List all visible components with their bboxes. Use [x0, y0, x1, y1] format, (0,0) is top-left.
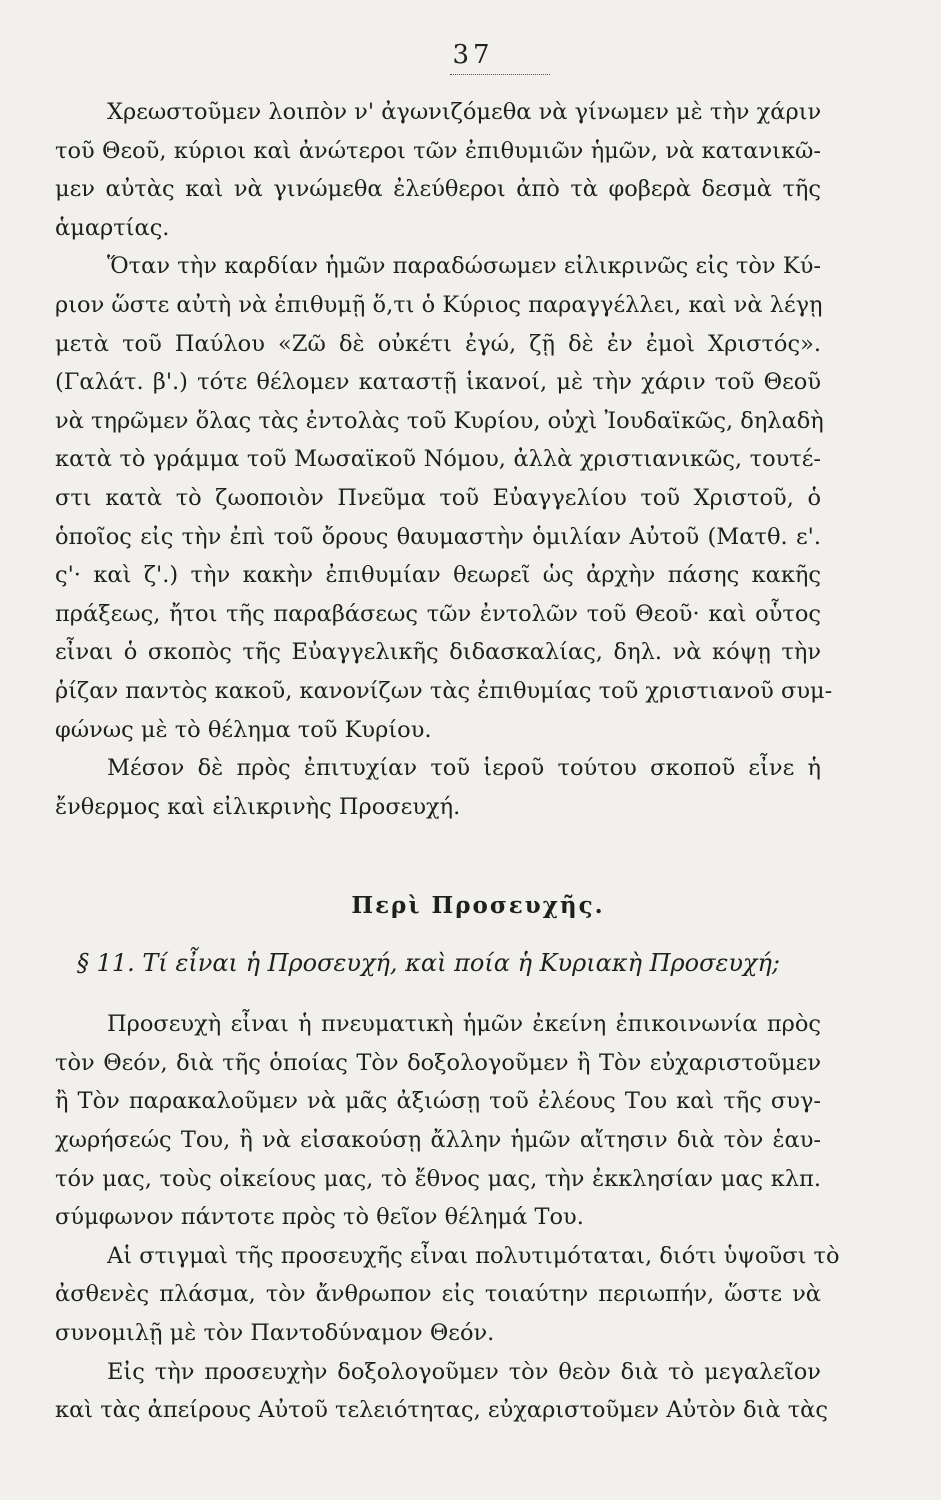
- text-line: ῥίζαν παντὸς κακοῦ, κανονίζων τὰς ἐπιθυμίας τοῦ χριστιανοῦ συμ-: [55, 677, 833, 704]
- text-line: χωρήσεώς Του, ἢ νὰ εἰσακούσῃ ἄλλην ἡμῶν αἴτησιν διὰ τὸν ἑαυ-: [55, 1127, 821, 1154]
- text-line: ἀσθενὲς πλάσμα, τὸν ἄνθρωπον εἰς τοιαύτην περιωπήν, ὥστε νὰ: [55, 1281, 821, 1308]
- text-line: ς'· καὶ ζ'.) τὴν κακὴν ἐπιθυμίαν θεωρεῖ ὡς ἀρχὴν πάσης κακῆς: [55, 562, 821, 589]
- text-line: Μέσον δὲ πρὸς ἐπιτυχίαν τοῦ ἱεροῦ τούτου σκοποῦ εἶνε ἡ: [107, 755, 821, 782]
- text-line: καὶ τὰς ἀπείρους Αὐτοῦ τελειότητας, εὐχαριστοῦμεν Αὐτὸν διὰ τὰς: [55, 1397, 828, 1424]
- section-title: Περὶ Προσευχῆς.: [351, 892, 605, 920]
- text-line: Ὅταν τὴν καρδίαν ἡμῶν παραδώσωμεν εἰλικρινῶς εἰς τὸν Κύ-: [107, 253, 821, 280]
- text-line: σύμφωνον πάντοτε πρὸς τὸ θεῖον θέλημά Του.: [55, 1204, 584, 1231]
- text-line: κατὰ τὸ γράμμα τοῦ Μωσαϊκοῦ Νόμου, ἀλλὰ χριστιανικῶς, τουτέ-: [55, 446, 821, 473]
- text-line: μεν αὐτὰς καὶ νὰ γινώμεθα ἐλεύθεροι ἀπὸ τὰ φοβερὰ δεσμὰ τῆς: [55, 176, 821, 203]
- paragraph-4: [55, 1005, 821, 1237]
- text-line: Χρεωστοῦμεν λοιπὸν ν' ἀγωνιζόμεθα νὰ γίνωμεν μὲ τὴν χάριν: [107, 99, 822, 125]
- text-line: Προσευχὴ εἶναι ἡ πνευματικὴ ἡμῶν ἐκείνη ἐπικοινωνία πρὸς: [107, 1011, 821, 1038]
- text-line: τὸν Θεόν, διὰ τῆς ὁποίας Τὸν δοξολογοῦμεν ἢ Τὸν εὐχαριστοῦμεν: [55, 1049, 821, 1076]
- text-line: ἁμαρτίας.: [55, 214, 170, 241]
- text-line: τόν μας, τοὺς οἰκείους μας, τὸ ἔθνος μας, τὴν ἐκκλησίαν μας κλπ.: [55, 1165, 821, 1192]
- text-line: νὰ τηρῶμεν ὅλας τὰς ἐντολὰς τοῦ Κυρίου, οὐχὶ Ἰουδαϊκῶς, δηλαδὴ: [55, 407, 824, 434]
- paragraph-3: [55, 749, 821, 826]
- text-line: Εἰς τὴν προσευχὴν δοξολογοῦμεν τὸν θεὸν διὰ τὸ μεγαλεῖον: [107, 1358, 821, 1385]
- text-line: μετὰ τοῦ Παύλου «Ζῶ δὲ οὐκέτι ἐγώ, ζῇ δὲ ἐν ἐμοὶ Χριστός».: [55, 330, 821, 357]
- text-line: Αἱ στιγμαὶ τῆς προσευχῆς εἶναι πολυτιμόταται, διότι ὑψοῦσι τὸ: [107, 1242, 840, 1269]
- text-line: πράξεως, ἤτοι τῆς παραβάσεως τῶν ἐντολῶν τοῦ Θεοῦ· καὶ οὗτος: [55, 600, 821, 627]
- text-line: ὁποῖος εἰς τὴν ἐπὶ τοῦ ὄρους θαυμαστὴν ὁμιλίαν Αὐτοῦ (Ματθ. ε'.: [55, 523, 821, 550]
- page-number: 37: [452, 40, 494, 70]
- paragraph-5: [55, 1237, 840, 1353]
- paragraph-6: [55, 1353, 828, 1430]
- text-line: ἔνθερμος καὶ εἰλικρινὴς Προσευχή.: [55, 793, 461, 820]
- text-line: εἶναι ὁ σκοπὸς τῆς Εὐαγγελικῆς διδασκαλίας, δηλ. νὰ κόψῃ τὴν: [55, 639, 821, 666]
- text-line: (Γαλάτ. β'.) τότε θέλομεν καταστῇ ἱκανοί, μὲ τὴν χάριν τοῦ Θεοῦ: [55, 369, 821, 396]
- text-line: φώνως μὲ τὸ θέλημα τοῦ Κυρίου.: [55, 716, 432, 743]
- header-rule: [450, 74, 550, 75]
- text-line: συνομιλῇ μὲ τὸν Παντοδύναμον Θεόν.: [55, 1320, 495, 1347]
- paragraph-2: [55, 247, 833, 749]
- text-line: ριον ὥστε αὐτὴ νὰ ἐπιθυμῇ ὅ,τι ὁ Κύριος παραγγέλλει, καὶ νὰ λέγῃ: [55, 291, 823, 318]
- text-line: τοῦ Θεοῦ, κύριοι καὶ ἀνώτεροι τῶν ἐπιθυμιῶν ἡμῶν, νὰ κατανικῶ-: [55, 137, 821, 164]
- text-line: στι κατὰ τὸ ζωοποιὸν Πνεῦμα τοῦ Εὐαγγελίου τοῦ Χριστοῦ, ὁ: [55, 484, 821, 511]
- paragraph-1: [55, 93, 821, 247]
- section-heading: § 11. Τί εἶναι ἡ Προσευχή, καὶ ποία ἡ Κυριακὴ Προσευχή;: [77, 949, 780, 978]
- text-line: ἢ Τὸν παρακαλοῦμεν νὰ μᾶς ἀξιώσῃ τοῦ ἐλέους Του καὶ τῆς συγ-: [55, 1088, 821, 1115]
